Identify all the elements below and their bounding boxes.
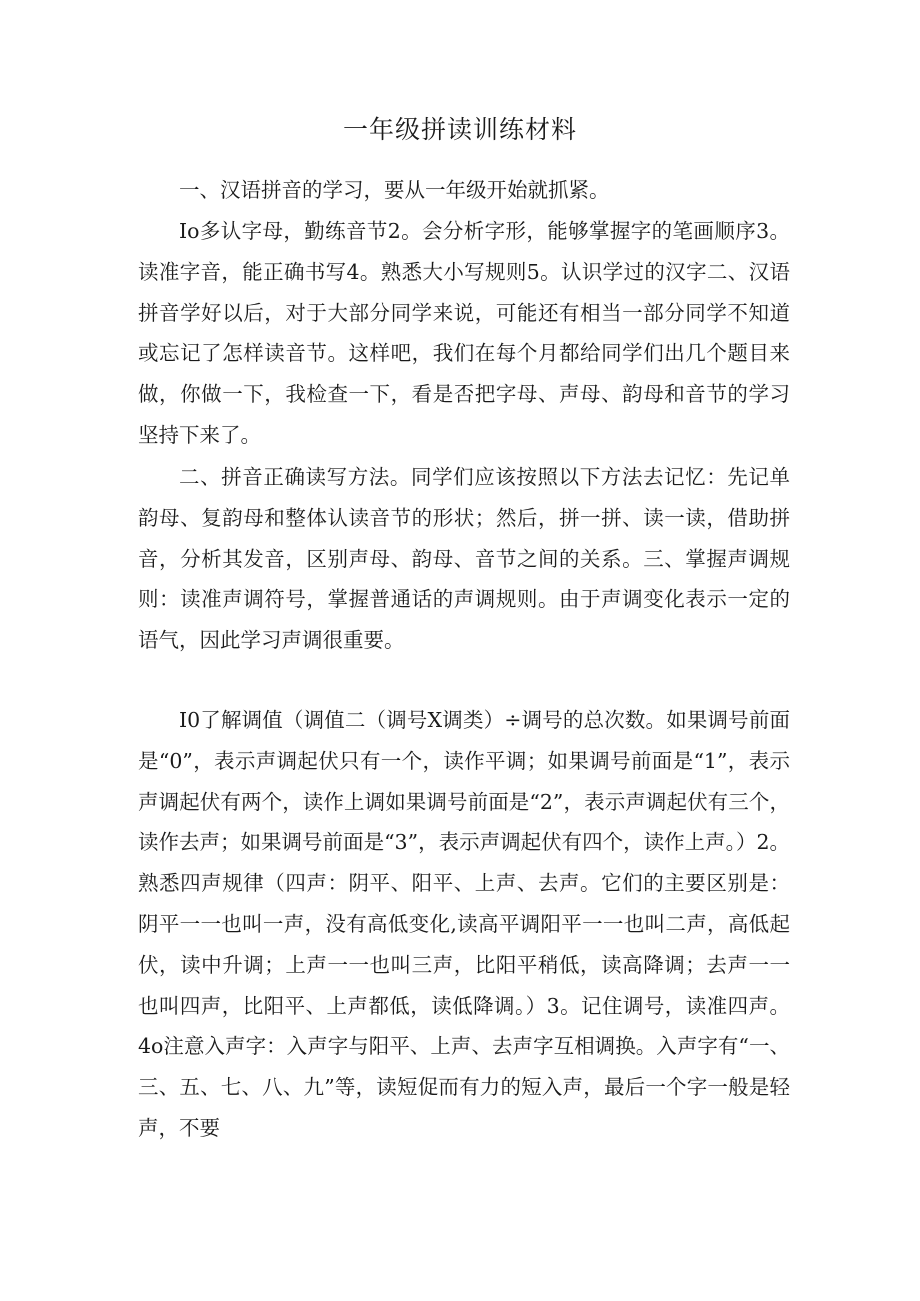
document-title: 一年级拼读训练材料	[342, 115, 577, 144]
paragraph-reading-methods: 二、拼音正确读写方法。同学们应该按照以下方法去记忆：先记单韵母、复韵母和整体认读音节的形状；然后，拼一拼、读一读，借助拼音，分析其发音，区别声母、韵母、音节之间的关系。三、掌握声调规则：读准声调符号，掌握普通话的声调规则。由于声调变化表示一定的语气，因此学习声调很重要。	[138, 465, 790, 653]
paragraph-tone-values: I0了解调值（调值二（调号X调类）÷调号的总次数。如果调号前面是“0”，表示声调起伏只有一个，读作平调；如果调号前面是“1”，表示声调起伏有两个，读作上调如果调号前面是“2”，表示声调起伏有三个，读作去声；如果调号前面是“3”，表示声调起伏有四个，读作上声。）2。熟悉四声规律（四声：阴平、阳平、上声、去声。它们的主要区别是：阴平一一也叫一声，没有高低变化,读高平调阳平一一也叫二声，高低起伏，读中升调；上声一一也叫三声，比阳平稍低，读高降调；去声一一也叫四声，比阳平、上声都低，读低降调。）3。记住调号，读准四声。4o注意入声字：入声字与阳平、上声、去声字互相调换。入声字有“一、三、五、七、八、九”等，读短促而有力的短入声，最后一个字一般是轻声，不要	[138, 708, 790, 1140]
paragraph-letters-and-syllables: Io多认字母，勤练音节2。会分析字形，能够掌握字的笔画顺序3。读准字音，能正确书写4。熟悉大小写规则5。认识学过的汉字二、汉语拼音学好以后，对于大部分同学来说，可能还有相当一部分同学不知道或忘记了怎样读音节。这样吧，我们在每个月都给同学们出几个题目来做，你做一下，我检查一下，看是否把字母、声母、韵母和音节的学习坚持下来了。	[138, 219, 790, 447]
paragraph-section-one-heading: 一、汉语拼音的学习，要从一年级开始就抓紧。	[179, 178, 610, 202]
